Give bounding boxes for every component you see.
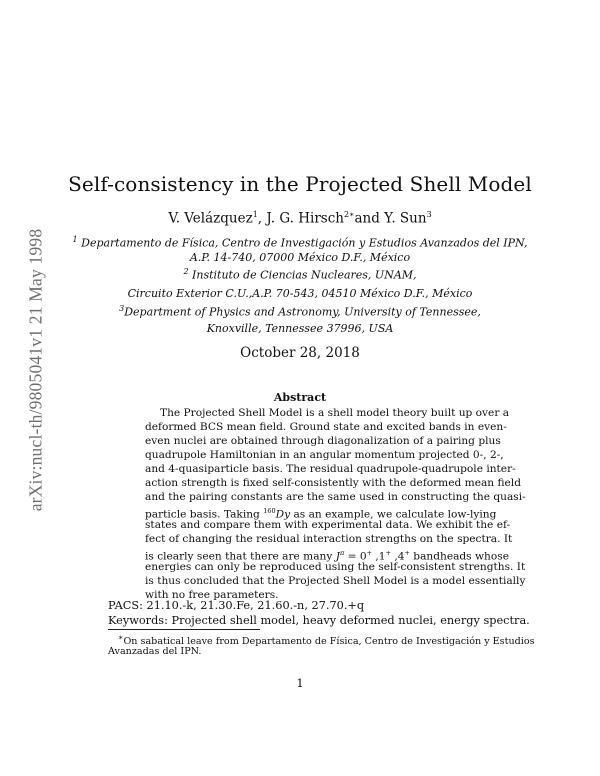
affiliation-line: $^3$Department of Physics and Astronomy, University of Tennessee, <box>119 304 481 319</box>
author-name: J. G. Hirsch <box>266 210 344 227</box>
abstract-line: action strength is fixed self-consistently with the deformed mean field <box>145 477 521 489</box>
affiliation-mark: 2∗ <box>343 210 355 219</box>
abstract-line: energies can only be reproduced using the self-consistent strengths. It <box>145 561 526 573</box>
affiliation-line: Knoxville, Tennessee 37996, USA <box>206 322 394 335</box>
keywords-line: Keywords: Projected shell model, heavy deformed nuclei, energy spectra. <box>108 614 530 627</box>
affiliation-line: Circuito Exterior C.U.,A.P. 70-543, 04510 México D.F., México <box>127 287 473 300</box>
affiliation-mark: 1 <box>252 210 258 219</box>
paper-title: Self-consistency in the Projected Shell Model <box>68 172 532 196</box>
abstract-line: is clearly seen that there are many $J^\pi = 0^+$ ,1+ ,4+ bandheads whose <box>145 549 509 563</box>
arxiv-identifier-stamp: arXiv:nucl-th/9805041v1 21 May 1998 <box>25 228 46 512</box>
abstract-line: is thus concluded that the Projected Shell Model is a model essentially <box>145 575 526 587</box>
parity-superscript: π <box>339 549 345 557</box>
author-separator: , <box>257 210 267 227</box>
abstract-line: and the pairing constants are the same used in constructing the quasi- <box>145 491 526 503</box>
abstract-line: deformed BCS mean field. Ground state and excited bands in even- <box>145 421 507 433</box>
affiliation-mark: 3 <box>426 210 432 219</box>
isotope-symbol: Dy <box>275 508 291 521</box>
affiliation-line: $^1$ Departamento de Física, Centro de Investigación y Estudios Avanzados del IPN, <box>72 235 528 250</box>
author-name: Y. Sun <box>384 210 427 227</box>
page-number: 1 <box>296 676 304 690</box>
abstract-line: fect of changing the residual interaction strengths on the spectra. It <box>145 533 513 545</box>
affiliation-mark: 2 <box>183 267 189 276</box>
abstract-line: particle basis. Taking $^{160}$Dy as an example, we calculate low-lying <box>145 507 497 521</box>
abstract-line: quadrupole Hamiltonian in an angular momentum projected 0-, 2-, <box>145 449 504 461</box>
abstract-line: and 4-quasiparticle basis. The residual quadrupole-quadrupole inter- <box>145 463 516 475</box>
author-list <box>0 210 600 227</box>
affiliation-line: A.P. 14-740, 07000 México D.F., México <box>189 251 411 264</box>
affiliation-line: $^2$ Instituto de Ciencias Nucleares, UNAM, <box>183 267 417 282</box>
paper-date: October 28, 2018 <box>240 345 360 361</box>
isotope-mass-number: 160 <box>263 507 276 515</box>
abstract-line: even nuclei are obtained through diagonalization of a pairing plus <box>145 435 501 447</box>
author-name: V. Velázquez <box>168 210 253 227</box>
footnote-rule <box>108 629 260 630</box>
footnote-line: Avanzadas del IPN. <box>108 646 202 657</box>
abstract-heading: Abstract <box>273 391 327 404</box>
abstract-line: with no free parameters. <box>145 589 279 601</box>
abstract-line: The Projected Shell Model is a shell model theory built up over a <box>160 407 510 419</box>
footnote-line: ∗On sabatical leave from Departamento de Física, Centro de Investigación y Estudios <box>118 633 535 648</box>
affiliation-mark: 1 <box>72 235 78 244</box>
author-separator: and <box>354 210 385 227</box>
affiliation-mark: 3 <box>119 304 125 313</box>
spin-parity-symbol: J <box>335 550 340 563</box>
abstract-line: states and compare them with experimental data. We exhibit the ef- <box>145 519 511 531</box>
pacs-codes: PACS: 21.10.-k, 21.30.Fe, 21.60.-n, 27.70.+q <box>108 599 365 612</box>
footnote-mark: ∗ <box>118 633 124 642</box>
